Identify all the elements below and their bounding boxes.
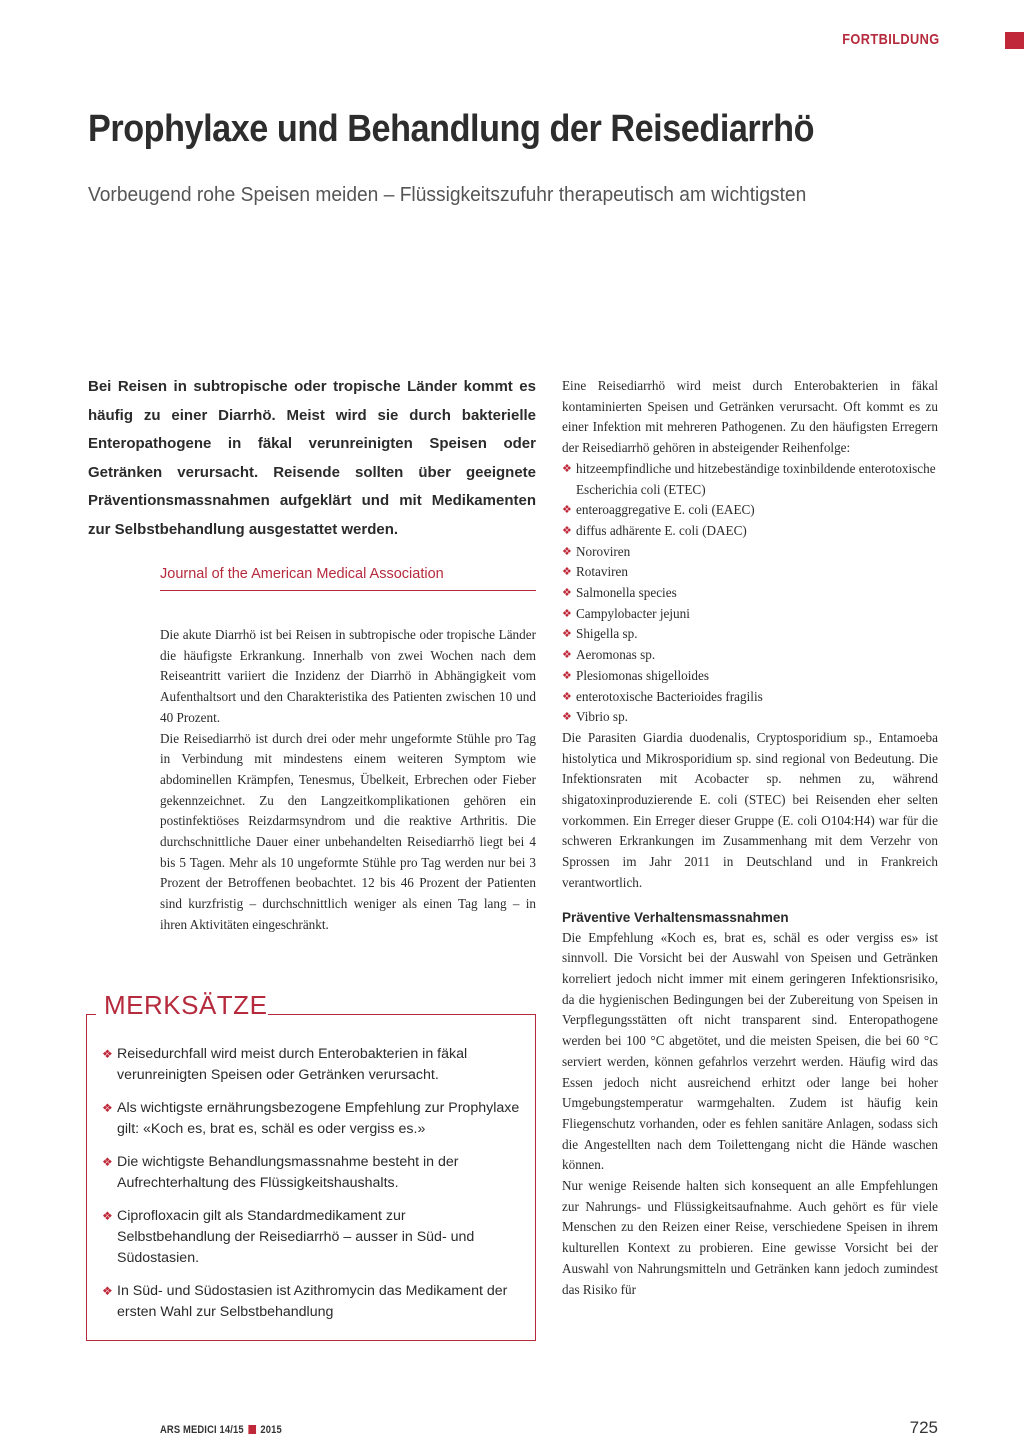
pathogen-text: Campylobacter jejuni (576, 605, 690, 621)
article-subtitle: Vorbeugend rohe Speisen meiden – Flüssigkeitszufuhr therapeutisch am wichtigsten (88, 184, 807, 206)
pathogen-text: Salmonella species (576, 585, 677, 601)
merksatz-text: Die wichtigste Behandlungsmassnahme besteht in der Aufrechterhaltung des Flüssigkeitshaushalts. (117, 1154, 459, 1191)
diamond-bullet-icon: ❖ (102, 1209, 113, 1223)
diamond-bullet-icon: ❖ (562, 504, 572, 517)
diamond-bullet-icon: ❖ (562, 690, 572, 703)
section-heading: Präventive Verhaltensmassnahmen (562, 909, 789, 925)
pathogen-text: Rotaviren (576, 564, 629, 580)
article-intro (88, 373, 536, 544)
pathogen-list (562, 459, 938, 728)
footer-journal (160, 1424, 282, 1436)
left-paragraph: Die akute Diarrhö ist bei Reisen in subtropische oder tropische Länder die häufigste Erkrankung. Innerhalb von zwei Wochen nach dem Reiseantritt variiert die Inzidenz der Diarrhö in Abhängigkeit vom Aufenthaltsort und den Charakteristika des Patienten zwischen 10 und 40 Prozent. (160, 627, 536, 725)
list-item (102, 1152, 522, 1194)
list-item (562, 542, 938, 563)
left-paragraph: Die Reisediarrhö ist durch drei oder mehr ungeformte Stühle pro Tag in Verbindung mit mindestens einem weiteren Symptom wie abdominellen Krämpfen, Tenesmus, Übelkeit, Erbrechen oder Fieber gekennzeichnet. Zu den Langzeitkomplikationen gehören ein postinfektiöses Reizdarmsyndrom und die reaktive Arthritis. Die durchschnittliche Dauer einer unbehandelten Reisediarrhö liegt bei 4 bis 5 Tagen. Mehr als 10 ungeformte Stühle pro Tag werden nur bei 3 Prozent der Betroffenen beobachtet. 12 bis 46 Prozent der Patienten sind kurzfristig – durchschnittlich weniger als einen Tag lang – in ihren Aktivitäten eingeschränkt. (160, 730, 536, 932)
footer-marker (248, 1425, 256, 1434)
diamond-bullet-icon: ❖ (102, 1155, 113, 1169)
pathogen-text: Noroviren (576, 543, 631, 559)
section-label: FORTBILDUNG (842, 31, 940, 48)
merksatz-text: In Süd- und Südostasien ist Azithromycin das Medikament der ersten Wahl zur Selbstbehandlung (117, 1283, 508, 1320)
merksaetze-topline (268, 1014, 535, 1015)
journal-name: ARS MEDICI 14/15 (160, 1424, 244, 1436)
merksatz-text: Als wichtigste ernährungsbezogene Empfehlung zur Prophylaxe gilt: «Koch es, brat es, schäl es oder vergiss es.» (117, 1100, 520, 1137)
right-intro-paragraph: Eine Reisediarrhö wird meist durch Enterobakterien in fäkal kontaminierten Speisen und Getränken verursacht. Oft kommt es zu einer Infektion mit mehreren Pathogenen. Zu den häufigsten Erregern der Reisediarrhö gehören in absteigender Reihenfolge: (562, 378, 938, 456)
merksatz-text: Reisedurchfall wird meist durch Enterobakterien in fäkal verunreinigten Speisen oder Getränken verursacht. (117, 1046, 468, 1083)
diamond-bullet-icon: ❖ (562, 462, 572, 475)
list-item (562, 645, 938, 666)
header-marker (1005, 32, 1024, 49)
list-item (562, 604, 938, 625)
list-item (102, 1098, 522, 1140)
pathogen-text: Aeromonas sp. (576, 647, 656, 663)
diamond-bullet-icon: ❖ (102, 1284, 113, 1298)
article-source: Journal of the American Medical Association (160, 566, 536, 591)
list-item (562, 583, 938, 604)
list-item (562, 459, 938, 500)
diamond-bullet-icon: ❖ (562, 607, 572, 620)
right-column (562, 376, 938, 1300)
diamond-bullet-icon: ❖ (562, 587, 572, 600)
merksaetze-title: MERKSÄTZE (104, 990, 268, 1020)
list-item (102, 1206, 522, 1269)
list-item (562, 624, 938, 645)
diamond-bullet-icon: ❖ (562, 649, 572, 662)
page-number: 725 (909, 1418, 938, 1437)
list-item (562, 687, 938, 708)
pathogen-text: Plesiomonas shigelloides (576, 667, 709, 683)
pathogen-text: Vibrio sp. (576, 709, 628, 725)
diamond-bullet-icon: ❖ (102, 1101, 113, 1115)
pathogen-text: hitzeempfindliche und hitzebeständige toxinbildende enterotoxische Escherichia coli (ETEC) (576, 460, 936, 497)
list-item (562, 521, 938, 542)
merksatz-text: Ciprofloxacin gilt als Standardmedikament zur Selbstbehandlung der Reisediarrhö – ausser in Süd- und Südostasien. (117, 1208, 475, 1266)
pathogen-text: enteroaggregative E. coli (EAEC) (576, 502, 755, 518)
list-item (562, 707, 938, 728)
list-item (562, 666, 938, 687)
list-item (102, 1044, 522, 1086)
pathogen-text: Shigella sp. (576, 626, 638, 642)
diamond-bullet-icon: ❖ (562, 711, 572, 724)
pathogen-text: diffus adhärente E. coli (DAEC) (576, 522, 747, 538)
list-item (562, 500, 938, 521)
list-item (562, 562, 938, 583)
merksaetze-topline (86, 1014, 96, 1015)
diamond-bullet-icon: ❖ (562, 524, 572, 537)
merksaetze-list (102, 1044, 522, 1335)
list-item (102, 1281, 522, 1323)
intro-text: Bei Reisen in subtropische oder tropische Länder kommt es häufig zu einer Diarrhö. Meist wird sie durch bakterielle Enteropathogene in fäkal verunreinigten Speisen oder Getränken verursacht. Reisende sollten über geeignete Präventionsmassnahmen aufgeklärt und mit Medikamenten zur Selbstbehandlung ausgestattet werden. (88, 378, 536, 538)
diamond-bullet-icon: ❖ (562, 628, 572, 641)
diamond-bullet-icon: ❖ (562, 669, 572, 682)
right-paragraph: Die Parasiten Giardia duodenalis, Cryptosporidium sp., Entamoeba histolytica und Mikrosporidium sp. sind regional von Bedeutung. Die Infektionsraten mit Acobacter sp. nehmen zu, während shigatoxinproduzierende E. coli (STEC) bei Reisenden eher selten vorkommen. Ein Erreger dieser Gruppe (E. coli O104:H4) war für die schweren Erkrankungen im Zusammenhang mit dem Verzehr von Sprossen im Jahr 2011 in Deutschland und in Frankreich verantwortlich. (562, 729, 938, 890)
journal-year: 2015 (260, 1424, 282, 1436)
diamond-bullet-icon: ❖ (562, 545, 572, 558)
diamond-bullet-icon: ❖ (562, 566, 572, 579)
section-paragraph: Nur wenige Reisende halten sich konsequent an alle Empfehlungen zur Nahrungs- und Flüssigkeitsaufnahme. Auch gehört es für viele Menschen zu den Reizen einer Reise, verschiedene Speisen in ihrem kulturellen Kontext zu probieren. Eine gewisse Vorsicht bei der Auswahl von Nahrungsmitteln und Getränken kann jedoch zumindest das Risiko für (562, 1178, 938, 1297)
article-title: Prophylaxe und Behandlung der Reisediarrhö (88, 108, 815, 150)
diamond-bullet-icon: ❖ (102, 1047, 113, 1061)
pathogen-text: enterotoxische Bacterioides fragilis (576, 688, 763, 704)
left-column (160, 625, 536, 936)
section-paragraph: Die Empfehlung «Koch es, brat es, schäl es oder vergiss es» ist sinnvoll. Die Vorsicht bei der Auswahl von Speisen und Getränken korreliert jedoch nicht immer mit einem geringeren Infektionsrisiko, da die hygienischen Bedingungen bei der Zubereitung von Speisen in Verpflegungsstätten oft nicht transparent sind. Enteropathogene werden bei 100 °C abgetötet, und die meisten Speisen, die bei 60 °C serviert werden, können gefahrlos verzehrt werden. Häufig wird das Essen jedoch nicht ausreichend erhitzt oder lange bei hoher Umgebungstemperatur warmgehalten. Zudem ist häufig kein Fliegenschutz vorhanden, oder es fehlen sanitäre Anlagen, sodass sich die Angestellten nach dem Toilettengang nicht die Hände waschen können. (562, 929, 938, 1173)
